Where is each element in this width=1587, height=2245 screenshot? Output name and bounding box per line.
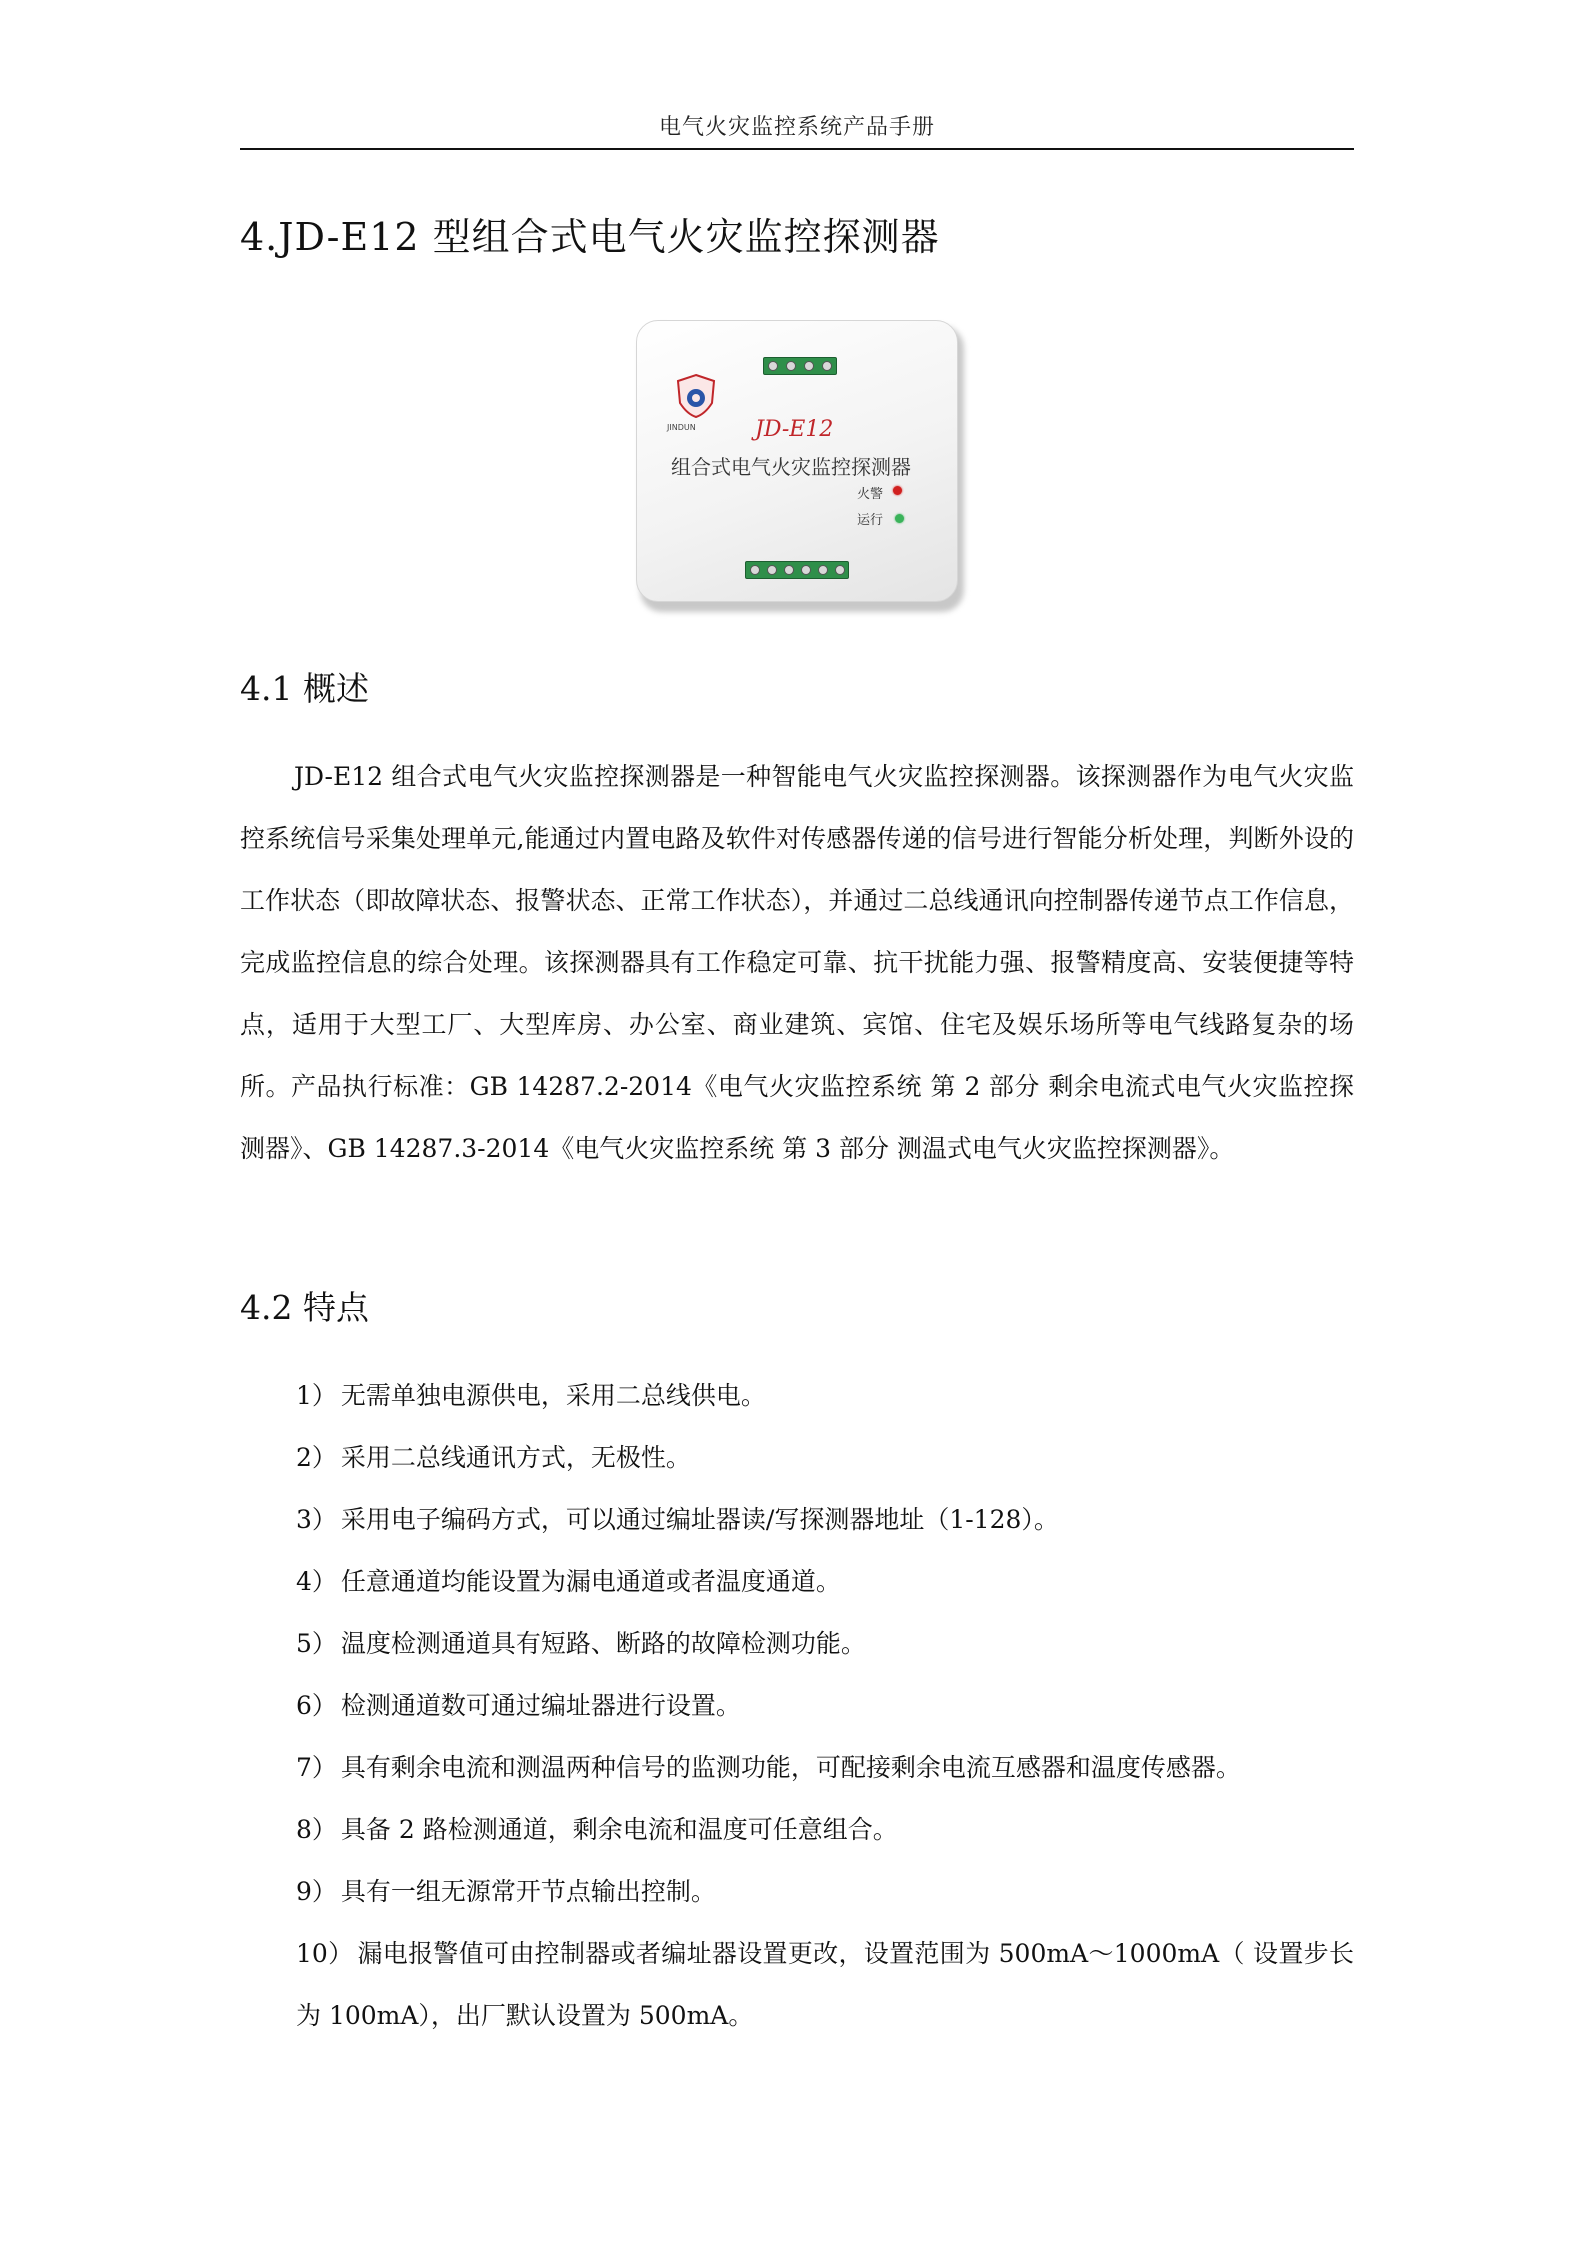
product-photo	[636, 320, 960, 606]
fire-led-indicator	[893, 486, 902, 495]
brand-logo-text: JINDUN	[667, 423, 696, 432]
feature-item: 2） 采用二总线通讯方式，无极性。	[296, 1443, 691, 1472]
overview-heading: 4.1 概述	[240, 669, 369, 708]
header-divider	[240, 148, 1354, 150]
feature-item: 7） 具有剩余电流和测温两种信号的监测功能，可配接剩余电流互感器和温度传感器。	[296, 1753, 1241, 1782]
feature-item: 8） 具备 2 路检测通道，剩余电流和温度可任意组合。	[296, 1815, 898, 1844]
features-heading: 4.2 特点	[240, 1288, 369, 1327]
brand-logo-icon	[675, 373, 717, 419]
feature-item: 6） 检测通道数可通过编址器进行设置。	[296, 1691, 741, 1720]
device-name-label: 组合式电气火灾监控探测器	[671, 455, 911, 479]
section-title: 4.JD-E12 型组合式电气火灾监控探测器	[240, 215, 940, 259]
run-led-indicator	[895, 514, 904, 523]
features-list	[240, 1365, 1354, 2047]
feature-item: 4） 任意通道均能设置为漏电通道或者温度通道。	[296, 1567, 841, 1596]
feature-item: 5） 温度检测通道具有短路、断路的故障检测功能。	[296, 1629, 866, 1658]
fire-led-label: 火警	[857, 487, 884, 502]
terminal-block-bottom	[745, 561, 849, 579]
device-model-label: JD-E12	[755, 417, 834, 442]
feature-item: 1） 无需单独电源供电，采用二总线供电。	[296, 1381, 766, 1410]
terminal-block-top	[763, 357, 837, 375]
feature-item: 10） 漏电报警值可由控制器或者编址器设置更改，设置范围为 500mA～1000mA（ 设置步长为 100mA），出厂默认设置为 500mA。	[296, 1939, 1354, 2030]
run-led-label: 运行	[857, 513, 884, 528]
overview-paragraph: JD-E12 组合式电气火灾监控探测器是一种智能电气火灾监控探测器。该探测器作为电气火灾监控系统信号采集处理单元,能通过内置电路及软件对传感器传递的信号进行智能分析处理，判断外设的工作状态（即故障状态、报警状态、正常工作状态），并通过二总线通讯向控制器传递节点工作信息，完成监控信息的综合处理。该探测器具有工作稳定可靠、抗干扰能力强、报警精度高、安装便捷等特点，适用于大型工厂、大型库房、办公室、商业建筑、宾馆、住宅及娱乐场所等电气线路复杂的场所。产品执行标准：GB 14287.2-2014《电气火灾监控系统 第 2 部分 剩余电流式电气火灾监控探测器》、GB 14287.3-2014《电气火灾监控系统 第 3 部分 测温式电气火灾监控探测器》。	[240, 762, 1354, 1163]
page-header: 电气火灾监控系统产品手册	[658, 115, 935, 140]
feature-item: 9） 具有一组无源常开节点输出控制。	[296, 1877, 716, 1906]
device-body	[636, 320, 958, 602]
feature-item: 3） 采用电子编码方式，可以通过编址器读/写探测器地址（1-128）。	[296, 1505, 1059, 1534]
